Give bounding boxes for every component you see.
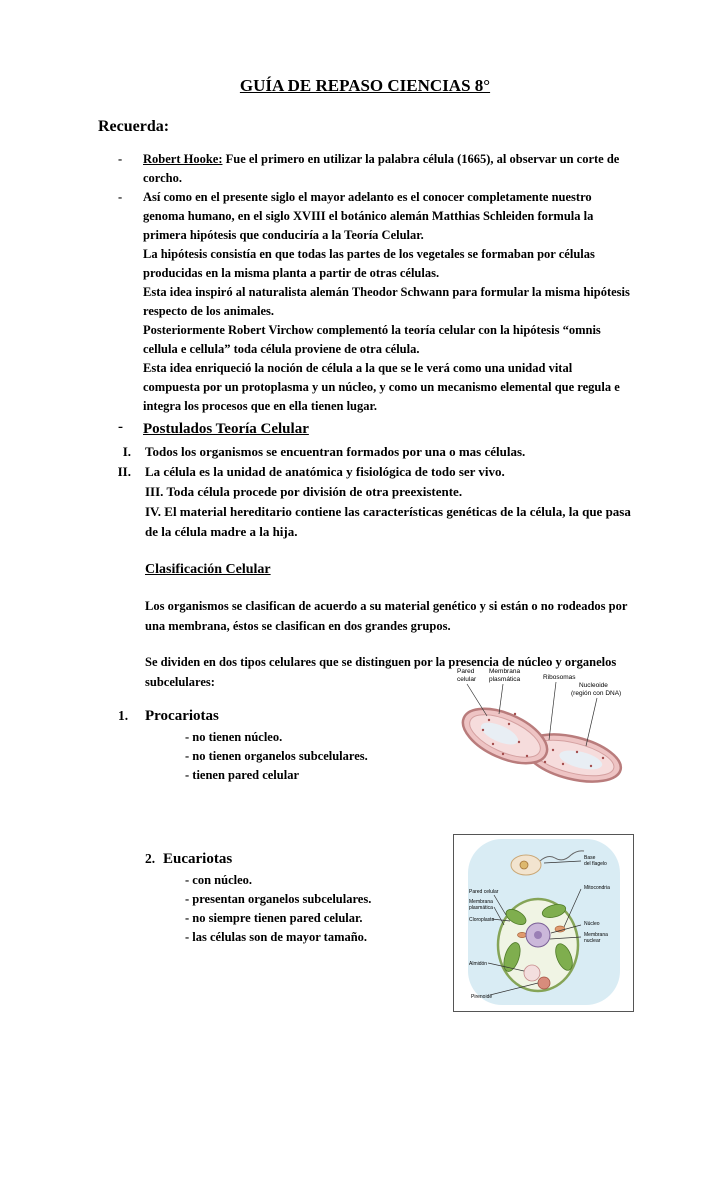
bullet-dash: - xyxy=(118,419,123,435)
postulado-text: IV. El material hereditario contiene las características genéticas de la célula, la que pasa de la célula madre a la hija. xyxy=(145,504,631,539)
trait-line: - con núcleo. xyxy=(185,873,253,887)
postulado-marker: II. xyxy=(117,464,131,479)
euk-label-nucleo: Núcleo xyxy=(584,921,600,927)
page-title: GUÍA DE REPASO CIENCIAS 8° xyxy=(239,76,491,95)
trait-line: - presentan organelos subcelulares. xyxy=(185,892,372,906)
postulado-item xyxy=(98,502,632,542)
postulados-list xyxy=(98,442,632,542)
prok-label-membrana-2: plasmática xyxy=(489,676,521,683)
postulado-item xyxy=(98,462,632,482)
prok-label-ribosomas: Ribosomas xyxy=(543,674,576,681)
trait-line: - tienen pared celular xyxy=(185,768,299,782)
history-paragraph: Así como en el presente siglo el mayor adelanto es el conocer completamente nuestro genoma humano, en el siglo XVIII el botánico alemán Matthias Schleiden formula la primera hipótesis que conduciría a la Teoría Celular. xyxy=(143,190,594,242)
postulado-text: Todos los organismos se encuentran formados por una o mas células. xyxy=(145,444,526,459)
prok-label-nucleoide-2: (región con DNA) xyxy=(571,690,622,697)
euk-label-flagelo-2: del flagelo xyxy=(584,861,607,867)
document-content xyxy=(98,76,632,947)
bullet-dash: - xyxy=(118,190,123,204)
clasificacion-heading: Clasificación Celular xyxy=(145,562,271,577)
euk-label-membrana-1: Membrana xyxy=(469,899,493,905)
prokaryote-diagram xyxy=(453,664,632,796)
hooke-rest: Fue el primero en utilizar la palabra célula (1665), al observar un corte de corcho. xyxy=(143,152,620,185)
hooke-lead: Robert Hooke: xyxy=(143,152,223,166)
bullet-hooke xyxy=(98,150,632,188)
clasificacion-paragraph: Los organismos se clasifican de acuerdo a su material genético y si están o no rodeados por una membrana, éstos se clasifican en dos grandes grupos. xyxy=(145,599,628,633)
history-paragraph: La hipótesis consistía en que todas las partes de los vegetales se formaban por células producidas en la misma planta a partir de otras células. xyxy=(143,247,595,280)
prok-label-pared-1: Pared xyxy=(457,668,475,675)
postulado-text: III. Toda célula procede por división de otra preexistente. xyxy=(145,484,463,499)
euk-label-membrana-2: plasmática xyxy=(469,905,493,911)
euk-label-almidon: Almidón xyxy=(469,961,488,967)
euk-label-cloroplasto: Cloroplasto xyxy=(469,917,495,923)
eucariotas-heading: Eucariotas xyxy=(163,851,233,867)
euk-label-mitocondria: Mitocondria xyxy=(584,885,610,891)
clasificacion-paragraph: Se dividen en dos tipos celulares que se distinguen por la presencia de núcleo y organelos subcelulares: xyxy=(145,655,617,689)
prok-label-pared-2: celular xyxy=(457,676,477,683)
bullet-postulados xyxy=(98,416,632,442)
leader-line xyxy=(499,684,503,714)
history-paragraph: Posteriormente Robert Virchow complementó la teoría celular con la hipótesis “omnis cellula e cellula” toda célula proviene de otra célula. xyxy=(143,323,601,356)
postulado-marker xyxy=(98,502,131,542)
eukaryote-svg xyxy=(454,835,633,1011)
euk-label-pared: Pared celular xyxy=(469,889,499,895)
euk-label-memnuc-2: nuclear xyxy=(584,938,601,944)
postulado-text: La célula es la unidad de anatómica y fisiológica de todo ser vivo. xyxy=(145,464,505,479)
postulado-item xyxy=(98,442,632,462)
postulado-marker: I. xyxy=(122,444,131,459)
trait-line: - las células son de mayor tamaño. xyxy=(185,930,368,944)
euk-label-memnuc-1: Membrana xyxy=(584,932,608,938)
prokaryote-svg xyxy=(453,664,632,796)
trait-line: - no siempre tienen pared celular. xyxy=(185,911,363,925)
hooke-paragraph xyxy=(143,150,632,188)
bullet-hooke-text xyxy=(143,150,632,188)
history-paragraph: Esta idea inspiró al naturalista alemán Theodor Schwann para formular la misma hipótesis respecto de los animales. xyxy=(143,285,630,318)
recuerda-heading: Recuerda: xyxy=(98,118,170,135)
history-paragraph: Esta idea enriqueció la noción de célula a la que se le verá como una unidad vital compuesta por un protoplasma y un núcleo, y como un mecanismo elemental que regula e integra los procesos que en ella tienen lugar. xyxy=(143,361,620,413)
trait-line: - no tienen organelos subcelulares. xyxy=(185,749,368,763)
postulado-marker xyxy=(98,482,131,502)
euk-label-pirenoide: Pirenoide xyxy=(471,994,493,1000)
euk-label-flagelo-1: Base xyxy=(584,855,596,861)
postulados-heading: Postulados Teoría Celular xyxy=(143,421,309,437)
eukaryote-diagram xyxy=(453,834,634,1012)
bullet-dash: - xyxy=(118,152,123,166)
leader-line xyxy=(549,682,556,740)
main-cell xyxy=(498,899,578,991)
trait-line: - no tienen núcleo. xyxy=(185,730,283,744)
procariotas-number: 1. xyxy=(118,708,129,723)
bullet-history-text xyxy=(143,188,632,416)
procariotas-heading: Procariotas xyxy=(145,708,219,724)
prok-label-membrana-1: Membrana xyxy=(489,668,521,675)
eucariotas-number: 2. xyxy=(145,851,156,866)
leader-line xyxy=(586,698,597,746)
bullet-history xyxy=(98,188,632,416)
prok-label-nucleoide-1: Nucleoide xyxy=(579,682,608,689)
postulado-item xyxy=(98,482,632,502)
